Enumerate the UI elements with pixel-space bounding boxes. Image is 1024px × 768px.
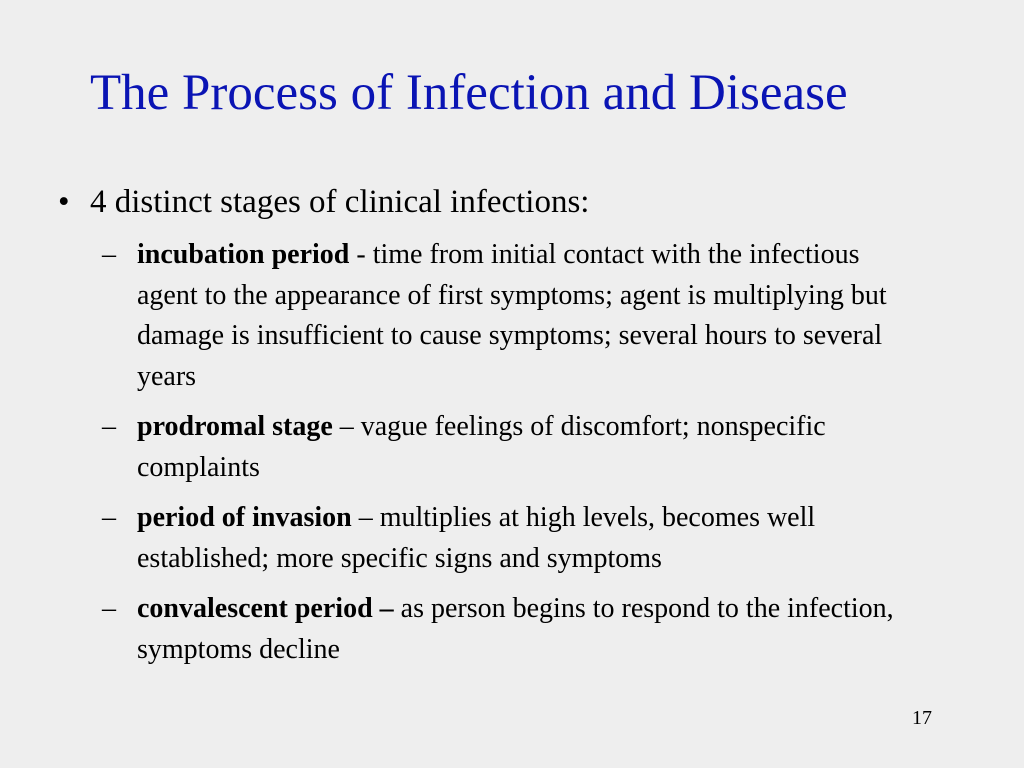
stage-description: as person begins to respond to the infection, symptoms decline [137, 593, 894, 665]
dash-marker: – [102, 411, 116, 442]
stages-list [102, 235, 922, 680]
slide-title: The Process of Infection and Disease [90, 65, 848, 121]
dash-marker: – [102, 502, 116, 533]
stage-description: vague feelings of discomfort; nonspecific complaints [137, 411, 826, 483]
stage-term: incubation period [137, 239, 350, 270]
stage-item-invasion [102, 498, 922, 579]
stage-description: multiplies at high levels, becomes well established; more specific signs and symptoms [137, 502, 816, 574]
stage-separator [394, 593, 401, 624]
stage-separator: – [351, 502, 380, 533]
main-bullet [58, 180, 958, 224]
stage-term: prodromal stage [137, 411, 333, 442]
bullet-marker: • [58, 184, 70, 220]
stage-term: convalescent period – [137, 593, 394, 624]
stage-separator: – [332, 411, 361, 442]
stage-item-prodromal [102, 407, 922, 488]
dash-marker: – [102, 239, 116, 270]
stage-separator: - [349, 239, 373, 270]
dash-marker: – [102, 593, 116, 624]
stage-item-convalescent [102, 589, 922, 670]
page-number: 17 [912, 707, 932, 729]
main-bullet-text: 4 distinct stages of clinical infections: [90, 184, 590, 220]
stage-description: time from initial contact with the infectious agent to the appearance of first symptoms; agent is multiplying but damage is insufficient to cause symptoms; several hours to several years [137, 239, 887, 392]
stage-item-incubation [102, 235, 922, 397]
stage-term: period of invasion [137, 502, 352, 533]
